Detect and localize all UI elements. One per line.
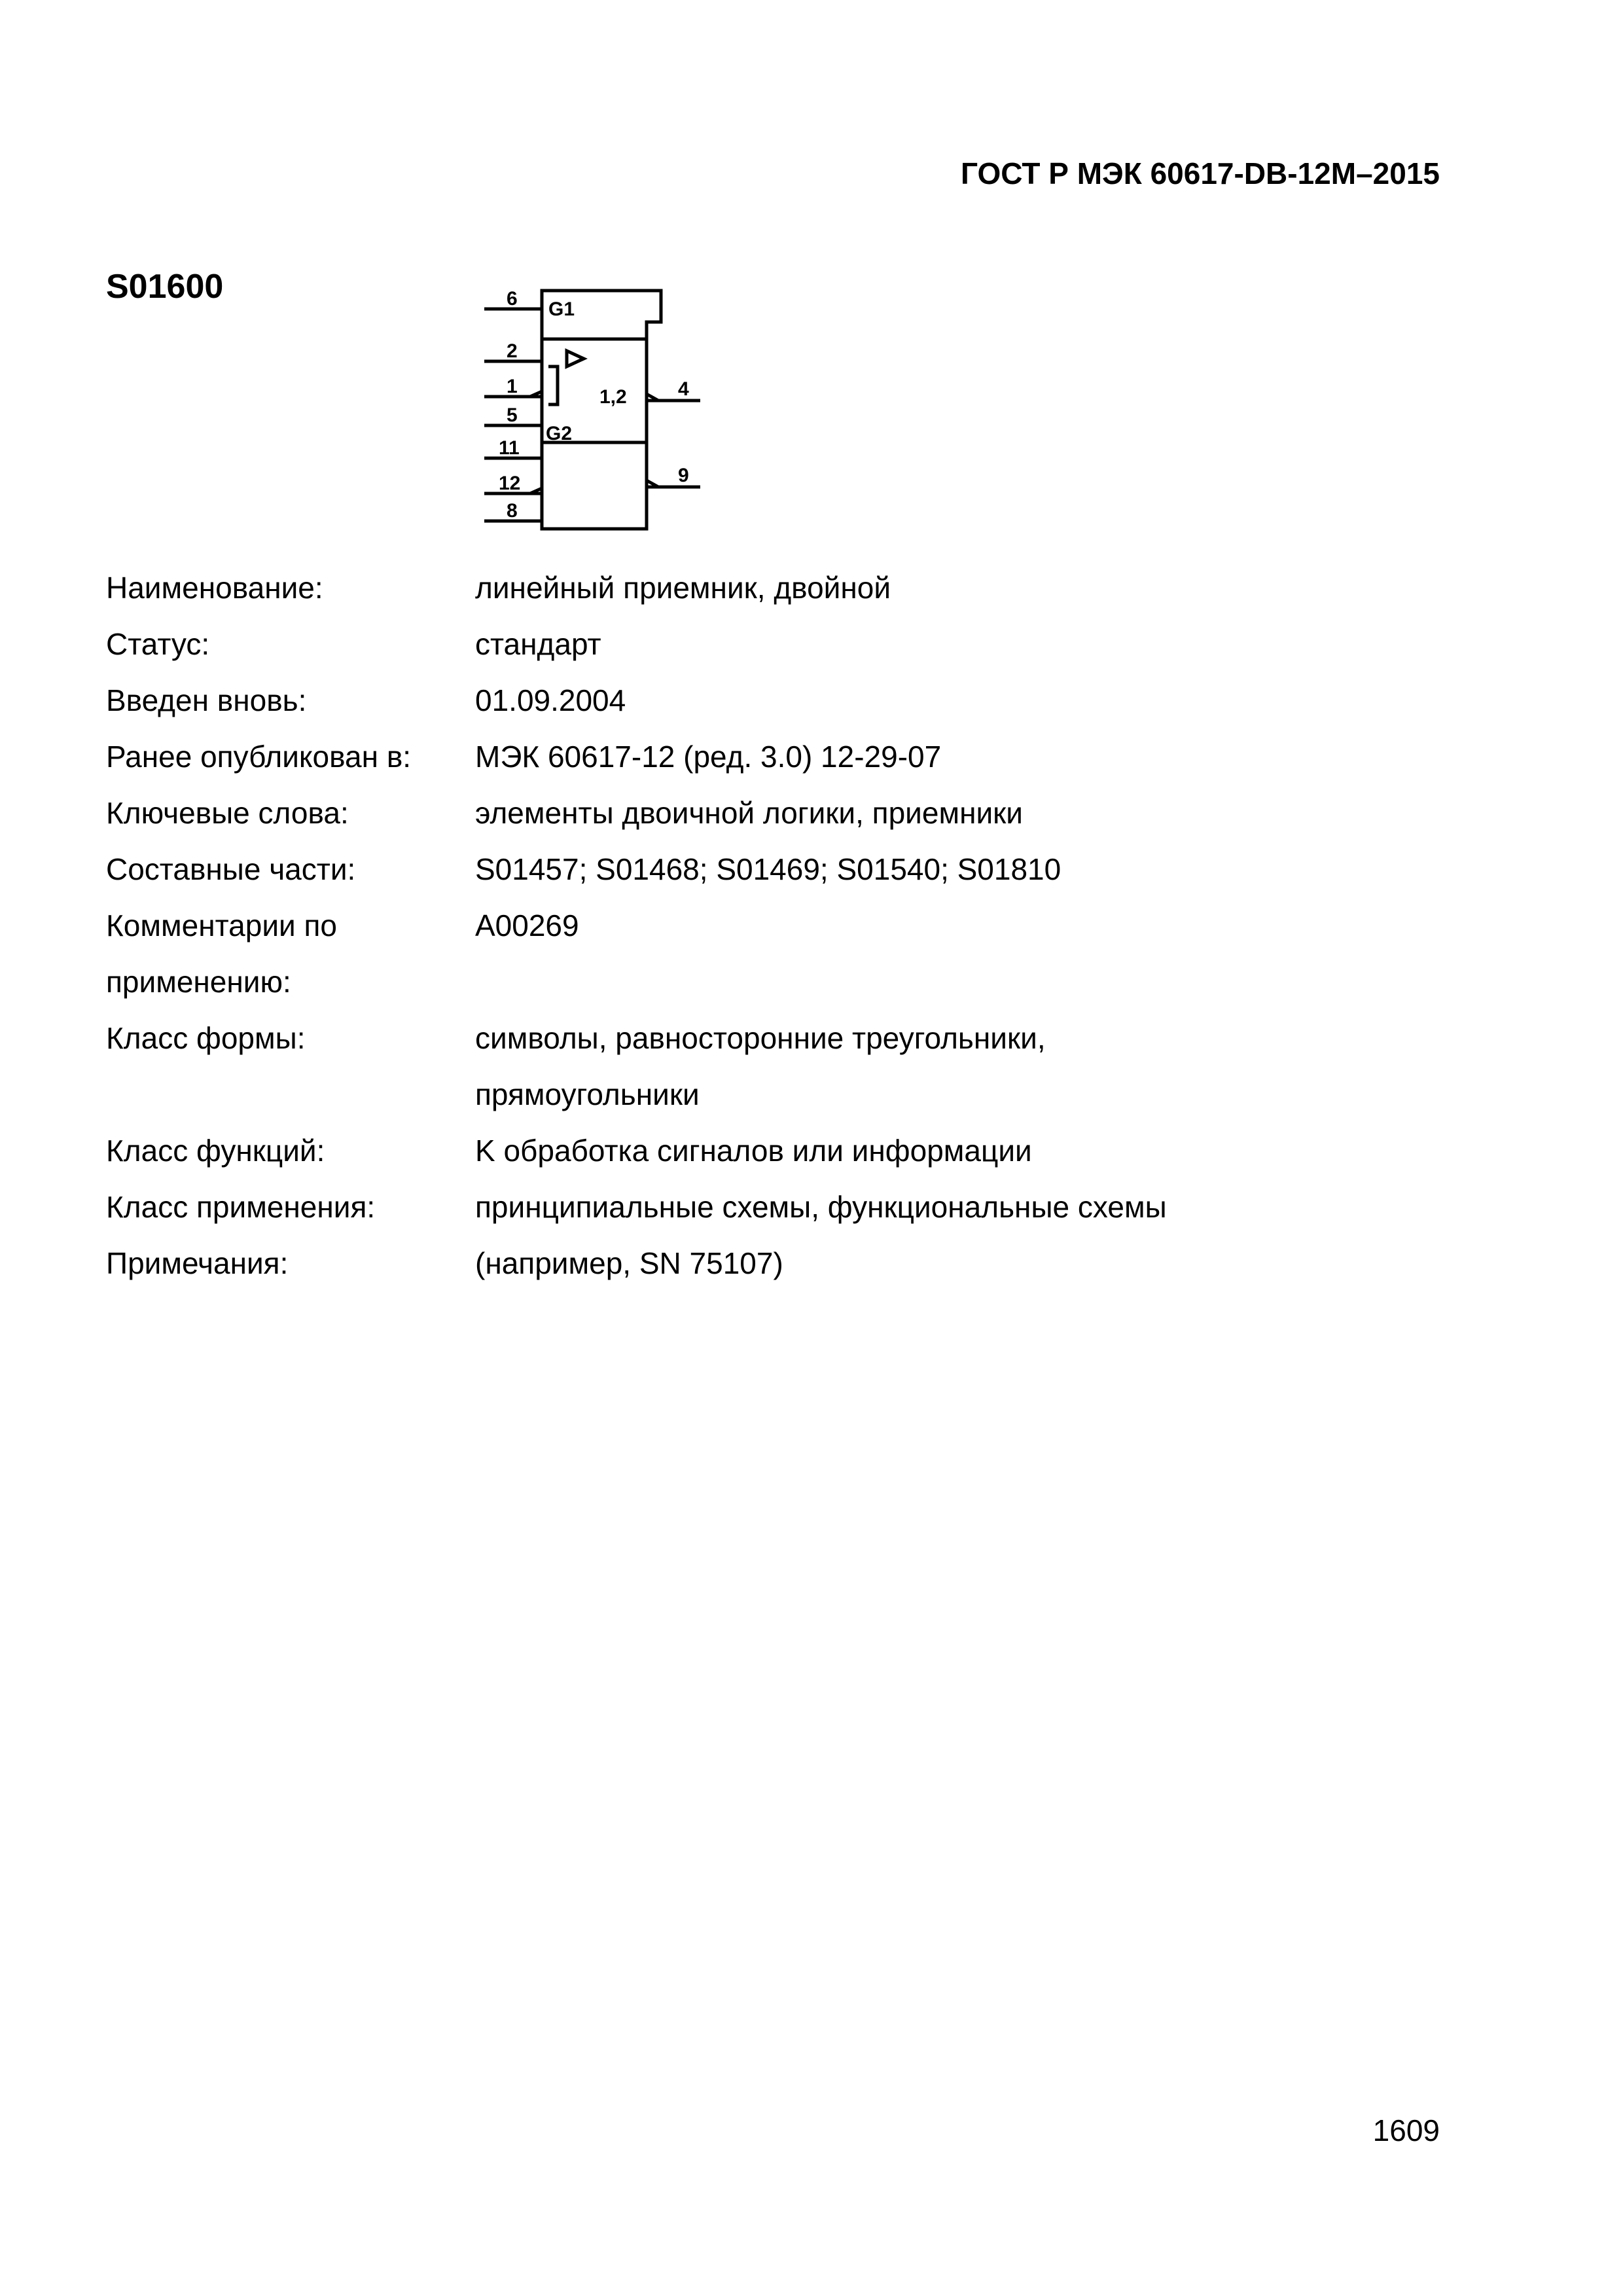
- attribute-label: Комментарии по: [106, 908, 337, 942]
- attribute-row: [106, 1010, 1260, 1066]
- attribute-row: [106, 672, 1260, 728]
- attribute-row: [106, 954, 1260, 1010]
- attribute-label: Статус:: [106, 627, 210, 661]
- attribute-label: Класс формы:: [106, 1021, 306, 1055]
- label-output-dependency: 1,2: [599, 386, 627, 408]
- attribute-label: Введен вновь:: [106, 683, 307, 717]
- attribute-value: S01457; S01468; S01469; S01540; S01810: [475, 852, 1061, 886]
- receiver-triangle: [567, 351, 584, 367]
- attribute-value: элементы двоичной логики, приемники: [475, 796, 1023, 830]
- attribute-label: Наименование:: [106, 571, 323, 605]
- attribute-row: [106, 1235, 1260, 1291]
- attribute-label: Класс применения:: [106, 1190, 376, 1224]
- attribute-row: [106, 1066, 1260, 1122]
- enable-bracket: [548, 367, 558, 404]
- pin-6-label: 6: [507, 288, 518, 310]
- attribute-row: [106, 897, 1260, 954]
- attribute-value: K обработка сигналов или информации: [475, 1134, 1032, 1168]
- attribute-value: стандарт: [475, 627, 601, 661]
- attribute-row: [106, 616, 1260, 672]
- attribute-row: [106, 1122, 1260, 1179]
- attribute-label: Составные части:: [106, 852, 356, 886]
- attribute-value: 01.09.2004: [475, 683, 626, 717]
- attribute-value: линейный приемник, двойной: [475, 571, 891, 605]
- document-header: ГОСТ Р МЭК 60617-DB-12М–2015: [961, 156, 1440, 190]
- attribute-label: Ключевые слова:: [106, 796, 349, 830]
- symbol-figure: [478, 281, 726, 550]
- attribute-label: Класс функций:: [106, 1134, 325, 1168]
- pin-8-label: 8: [507, 500, 518, 522]
- pin-5-label: 5: [507, 404, 518, 426]
- attribute-row: [106, 728, 1260, 785]
- attribute-table: [106, 560, 1260, 1291]
- attribute-label: [106, 1066, 475, 1122]
- page-number: 1609: [1372, 2113, 1440, 2147]
- attribute-value: [475, 954, 1260, 1010]
- pin-11-label: 11: [499, 437, 520, 459]
- attribute-value: (например, SN 75107): [475, 1246, 783, 1280]
- attribute-value: A00269: [475, 908, 579, 942]
- attribute-row: [106, 560, 1260, 616]
- attribute-value: прямоугольники: [475, 1077, 700, 1111]
- attribute-value: МЭК 60617-12 (ред. 3.0) 12-29-07: [475, 740, 942, 774]
- symbol-id: S01600: [106, 268, 224, 306]
- pin-1-label: 1: [507, 376, 518, 397]
- attribute-row: [106, 785, 1260, 841]
- attribute-label: Ранее опубликован в:: [106, 740, 412, 774]
- attribute-value: символы, равносторонние треугольники,: [475, 1021, 1046, 1055]
- attribute-value: принципиальные схемы, функциональные схемы: [475, 1190, 1167, 1224]
- attribute-label: Примечания:: [106, 1246, 289, 1280]
- pin-9-label: 9: [678, 465, 689, 486]
- pin-12-label: 12: [499, 473, 521, 494]
- pin-2-label: 2: [507, 340, 518, 362]
- label-g2: G2: [546, 423, 573, 444]
- element-2-box: [542, 442, 647, 529]
- pin-4-label: 4: [678, 378, 689, 400]
- attribute-row: [106, 1179, 1260, 1235]
- attribute-label: применению:: [106, 965, 291, 999]
- attribute-row: [106, 841, 1260, 897]
- label-g1: G1: [548, 298, 575, 320]
